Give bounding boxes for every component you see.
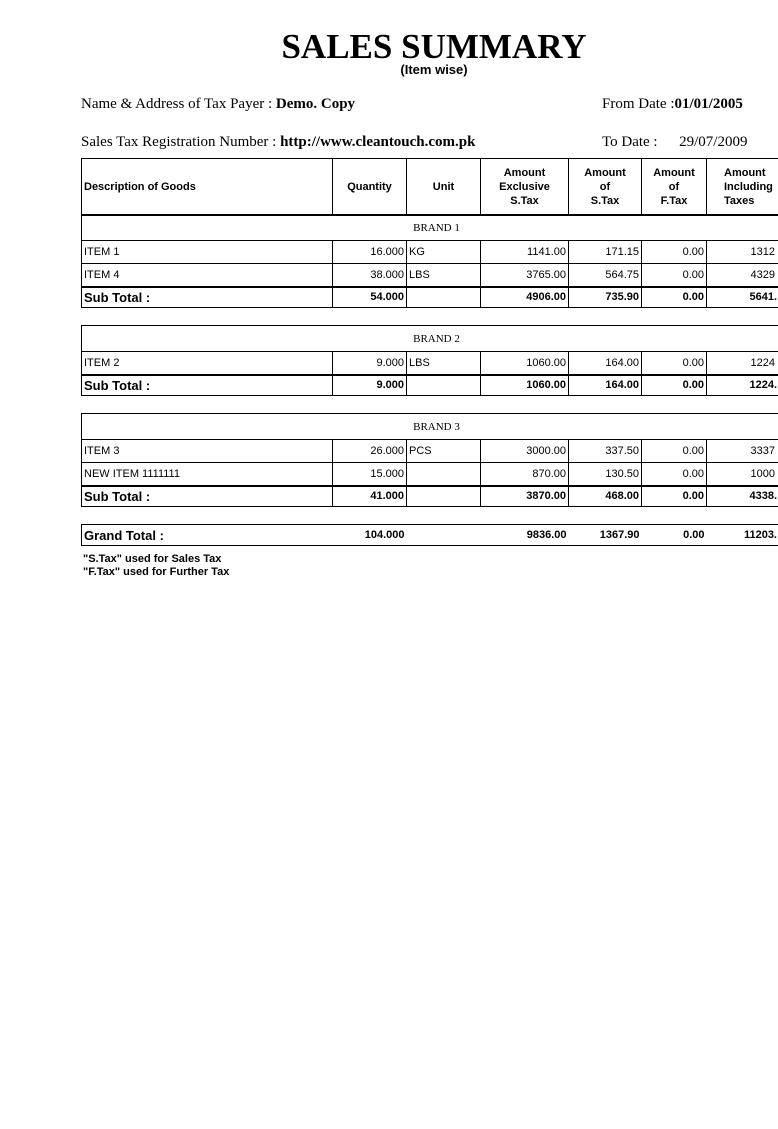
subtotal-label: Sub Total :	[82, 486, 333, 507]
item-ftax: 0.00	[642, 440, 707, 463]
table-row	[82, 352, 778, 375]
subtotal-row	[82, 486, 778, 507]
grand-total-ftax: 0.00	[642, 525, 707, 546]
report-subtitle: (Item wise)	[400, 62, 468, 77]
table-row	[82, 463, 778, 486]
registration-value: http://www.cleantouch.com.pk	[280, 134, 476, 150]
subtotal-stax: 468.00	[569, 486, 642, 507]
table-row	[82, 241, 778, 264]
item-ftax: 0.00	[642, 264, 707, 287]
item-unit	[407, 463, 481, 486]
from-date-line	[602, 96, 743, 113]
table-row	[82, 440, 778, 463]
subtotal-qty: 41.000	[333, 486, 407, 507]
item-unit: PCS	[407, 440, 481, 463]
item-incl: 1312	[707, 241, 778, 264]
col-desc: Description of Goods	[82, 159, 333, 216]
subtotal-incl: 1224.	[707, 375, 778, 396]
registration-line	[81, 134, 476, 151]
brand-title: BRAND 3	[82, 414, 778, 440]
item-incl: 1000	[707, 463, 778, 486]
grand-total-row	[82, 525, 778, 546]
brand-group-3	[81, 413, 778, 507]
grand-total-label: Grand Total :	[82, 525, 333, 546]
item-incl: 3337	[707, 440, 778, 463]
grand-total-unit	[407, 525, 481, 546]
item-unit: LBS	[407, 264, 481, 287]
item-stax: 171.15	[569, 241, 642, 264]
subtotal-label: Sub Total :	[82, 375, 333, 396]
subtotal-unit	[407, 287, 481, 308]
item-desc: NEW ITEM 1111111	[82, 463, 333, 486]
subtotal-ftax: 0.00	[642, 486, 707, 507]
item-desc: ITEM 2	[82, 352, 333, 375]
footnote-ftax: "F.Tax" used for Further Tax	[83, 566, 230, 578]
subtotal-row	[82, 375, 778, 396]
subtotal-unit	[407, 375, 481, 396]
grand-total-incl: 11203.	[707, 525, 778, 546]
grand-total-qty: 104.000	[333, 525, 407, 546]
item-qty: 26.000	[333, 440, 407, 463]
column-header-table	[81, 158, 778, 216]
subtotal-ftax: 0.00	[642, 287, 707, 308]
table-row	[82, 264, 778, 287]
subtotal-excl: 3870.00	[481, 486, 569, 507]
item-desc: ITEM 1	[82, 241, 333, 264]
from-date-label: From Date :	[602, 96, 675, 112]
item-unit: LBS	[407, 352, 481, 375]
item-qty: 38.000	[333, 264, 407, 287]
item-excl: 870.00	[481, 463, 569, 486]
subtotal-row	[82, 287, 778, 308]
item-desc: ITEM 3	[82, 440, 333, 463]
brand-row	[82, 326, 778, 352]
subtotal-ftax: 0.00	[642, 375, 707, 396]
item-ftax: 0.00	[642, 352, 707, 375]
subtotal-incl: 5641.	[707, 287, 778, 308]
subtotal-label: Sub Total :	[82, 287, 333, 308]
brand-row	[82, 414, 778, 440]
grand-total-stax: 1367.90	[569, 525, 642, 546]
grand-total-table	[81, 524, 778, 546]
item-stax: 564.75	[569, 264, 642, 287]
item-qty: 9.000	[333, 352, 407, 375]
item-stax: 164.00	[569, 352, 642, 375]
item-incl: 4329	[707, 264, 778, 287]
item-stax: 337.50	[569, 440, 642, 463]
brand-title: BRAND 2	[82, 326, 778, 352]
report-title: SALES SUMMARY	[281, 27, 587, 66]
item-desc: ITEM 4	[82, 264, 333, 287]
item-excl: 3000.00	[481, 440, 569, 463]
col-amount-incl: Amount Including Taxes	[707, 159, 778, 216]
item-unit: KG	[407, 241, 481, 264]
footnotes	[83, 553, 229, 579]
registration-label: Sales Tax Registration Number :	[81, 134, 277, 150]
brand-group-2	[81, 325, 778, 396]
item-ftax: 0.00	[642, 241, 707, 264]
subtotal-stax: 164.00	[569, 375, 642, 396]
col-quantity: Quantity	[333, 159, 407, 216]
to-date-line	[602, 134, 747, 151]
from-date-value: 01/01/2005	[674, 96, 743, 112]
to-date-value: 29/07/2009	[679, 134, 748, 150]
brand-title: BRAND 1	[82, 215, 778, 241]
item-qty: 15.000	[333, 463, 407, 486]
col-amount-excl: Amount Exclusive S.Tax	[481, 159, 569, 216]
item-excl: 1141.00	[481, 241, 569, 264]
taxpayer-label: Name & Address of Tax Payer :	[81, 96, 273, 112]
brand-row	[82, 215, 778, 241]
col-unit: Unit	[407, 159, 481, 216]
subtotal-unit	[407, 486, 481, 507]
to-date-label: To Date :	[602, 134, 658, 150]
item-excl: 3765.00	[481, 264, 569, 287]
subtotal-incl: 4338.	[707, 486, 778, 507]
taxpayer-line	[81, 96, 355, 113]
subtotal-excl: 1060.00	[481, 375, 569, 396]
subtotal-stax: 735.90	[569, 287, 642, 308]
footnote-stax: "S.Tax" used for Sales Tax	[83, 553, 222, 565]
item-excl: 1060.00	[481, 352, 569, 375]
subtotal-qty: 9.000	[333, 375, 407, 396]
brand-group-1	[81, 214, 778, 308]
taxpayer-value: Demo. Copy	[275, 96, 356, 112]
col-amount-stax: Amount of S.Tax	[569, 159, 642, 216]
col-amount-ftax: Amount of F.Tax	[642, 159, 707, 216]
subtotal-qty: 54.000	[333, 287, 407, 308]
subtotal-excl: 4906.00	[481, 287, 569, 308]
item-ftax: 0.00	[642, 463, 707, 486]
grand-total-excl: 9836.00	[481, 525, 569, 546]
item-incl: 1224	[707, 352, 778, 375]
item-stax: 130.50	[569, 463, 642, 486]
item-qty: 16.000	[333, 241, 407, 264]
